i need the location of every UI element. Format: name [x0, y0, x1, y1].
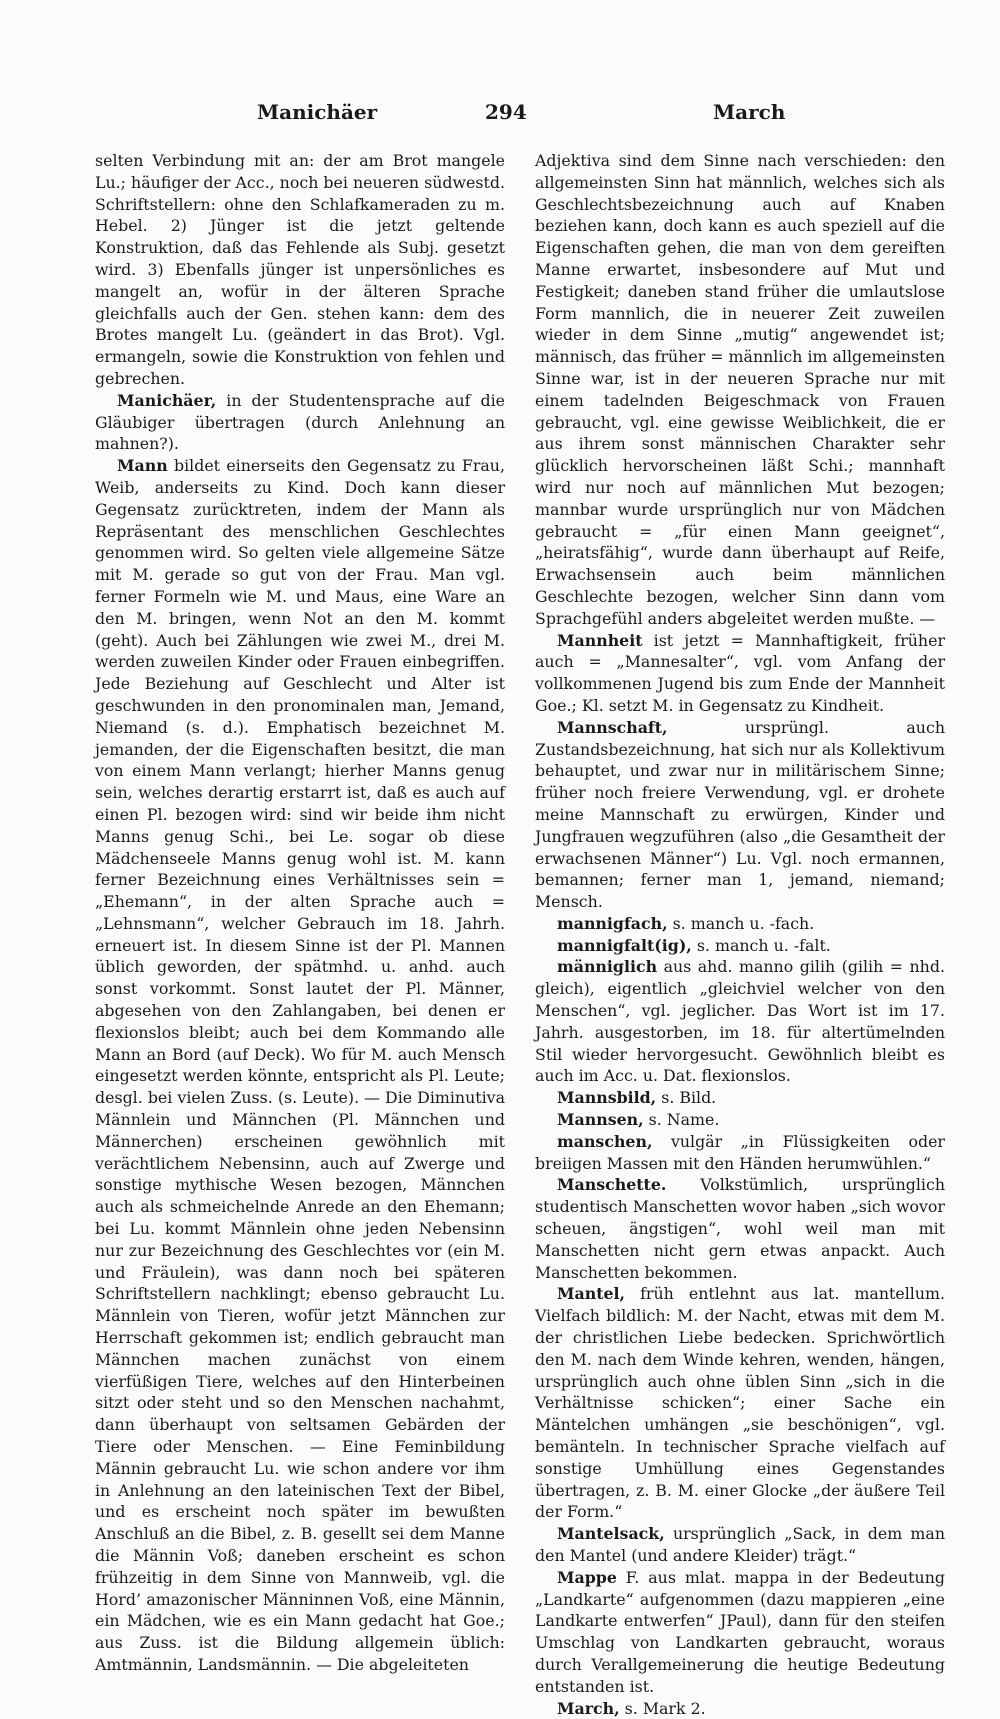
entry-headword: Mannschaft, — [557, 717, 668, 737]
entry-mannsen — [535, 1109, 945, 1131]
page-number: 294 — [485, 100, 527, 124]
entry-mannheit — [535, 630, 945, 717]
entry-mappe — [535, 1567, 945, 1698]
entry-mannigfaltig — [535, 935, 945, 957]
entry-text: vulgär „in Flüssigkeiten oder breiigen Massen mit den Händen herumwühlen.“ — [535, 1131, 945, 1173]
entry-mantel — [535, 1283, 945, 1523]
entry-maenniglich — [535, 956, 945, 1087]
entry-march — [535, 1698, 945, 1719]
entry-text: s. Mark 2. — [619, 1698, 706, 1718]
entry-headword: Mantel, — [557, 1284, 626, 1304]
entry-headword: mannigfalt(ig), — [557, 935, 692, 955]
entry-text: Adjektiva sind dem Sinne nach verschieden: den allgemeinsten Sinn hat männlich, welches sich als Geschlechtsbezeichnung auch auf Knaben beziehen kann, doch kann es auch speziell auf die Eigenschaften gehen, die man von dem gereiften Manne erwartet, insbesondere auf Mut und Festigkeit; daneben stand früher die umlautslose Form mannlich, die in neuerer Zeit zuweilen wieder in dem Sinne „mutig“ angewendet ist; männisch, das früher = männlich im allgemeinsten Sinne war, ist in der neueren Sprache nur mit einem tadelnden Beigeschmack von Frauen gebraucht, vgl. eine gewisse Weiblichkeit, die er aus ihrem sonst männischen Charakter sehr glücklich hervorscheinen läßt Schi.; mannhaft wird nur noch auf männlichen Mut bezogen; mannbar wurde ursprünglich nur von Mädchen gebraucht = „für einen Mann geeignet“, „heiratsfähig“, wurde dann überhaupt auf Reife, Erwachsensein auch beim männlichen Geschlechte bezogen, welcher Sinn dann vom Sprachgefühl anders abgeleitet werden mußte. — — [535, 151, 946, 628]
entry-manschen — [535, 1131, 945, 1175]
entry-text: bildet einerseits den Gegensatz zu Frau, Weib, anderseits zu Kind. Doch kann dieser Gegensatz zurücktreten, indem der Mann als Repräsentant des menschlichen Geschlechtes genommen wird. So gelten viele allgemeine Sätze mit M. gerade so gut von der Frau. Man vgl. ferner Formeln wie M. und Maus, eine Ware an den M. bringen, wenn Not an den M. kommt (geht). Auch bei Zählungen wie zwei M., drei M. werden zuweilen Kinder oder Frauen einbegriffen. Jede Beziehung auf Geschlecht und Alter ist geschwunden in den pronominalen man, Jemand, Niemand (s. d.). Emphatisch bezeichnet M. jemanden, der die Eigenschaften besitzt, die man von einem Mann verlangt; hierher Manns genug sein, welches derartig erstarrt ist, daß es auch auf einen Pl. bezogen wird: sind wir beide ihm nicht Manns genug Schi., bei Le. sogar ob diese Mädchenseele Manns genug wohl ist. M. kann ferner Bezeichnung eines Verhältnisses sein = „Ehemann“, in der alten Sprache auch = „Lehnsmann“, welcher Gebrauch im 18. Jahrh. erneuert ist. In diesem Sinne ist der Pl. Mannen üblich geworden, der spätmhd. u. anhd. auch sonst vorkommt. Sonst lautet der Pl. Männer, abgesehen von den Zahlangaben, bei denen er flexionslos bleibt; auch bei dem Kommando alle Mann an Bord (auf Deck). Wo für M. auch Mensch eingesetzt werden könnte, entspricht als Pl. Leute; desgl. bei vielen Zuss. (s. Leute). — Die Diminutiva Männlein und Männchen (Pl. Männchen und Männerchen) erscheinen gewöhnlich mit verächtlichem Nebensinn, auch auf Zwerge und sonstige mythische Wesen bezogen, Männchen auch als schmeichelnde Anrede an den Ehemann; bei Lu. kommt Männlein ohne jeden Nebensinn nur zur Bezeichnung des Geschlechtes vor (ein M. und Fräulein), was dann noch bei späteren Schriftstellern nachklingt; ebenso gebraucht Lu. Männlein von Tieren, wofür jetzt Männchen zur Herrschaft gekommen ist; endlich gebraucht man Männchen machen zunächst von einem vierfüßigen Tiere, welches auf den Hinterbeinen sitzt oder steht und so den Menschen nachahmt, dann überhaupt von seltsamen Gebärden der Tiere oder Menschen. — Eine Feminbildung Männin gebraucht Lu. wie schon andere vor ihm in Anlehnung an den lateinischen Text der Bibel, und es erscheint noch später im bewußten Anschluß an die Bibel, z. B. gesellt sei dem Manne die Männin Voß; daneben erscheint es schon frühzeitig in dem Sinne von Mannweib, vgl. die Hord’ amazonischer Männinnen Voß, eine Männin, ein Mädchen, wie es ein Mann gedacht hat Goe.; aus Zuss. ist die Bildung allgemein üblich: Amtmännin, Landsmännin. — Die abgeleiteten — [95, 456, 505, 1674]
entry-headword: manschen, — [557, 1131, 653, 1151]
entry-text: in der Studentensprache auf die Gläubiger übertragen (durch Anlehnung an mahnen?). — [95, 390, 505, 454]
entry-headword: Mann — [117, 456, 168, 476]
header-left-keyword: Manichäer — [257, 100, 378, 124]
entry-mantelsack — [535, 1523, 945, 1567]
entry-headword: männiglich — [557, 957, 658, 977]
entry-text: ist jetzt = Mannhaftigkeit, früher auch = „Mannesalter“, vgl. vom Anfang der vollkommenen Jugend bis zum Ende der Mannheit Goe.; Kl. setzt M. in Gegensatz zu Kindheit. — [535, 630, 945, 715]
entry-continuation — [535, 150, 945, 630]
entry-text: s. Bild. — [656, 1088, 717, 1108]
entry-text: ursprüngl. auch Zustandsbezeichnung, hat sich nur als Kollektivum behauptet, und zwar nur in militärischem Sinne; früher noch freiere Verwendung, vgl. er drohete meine Mannschaft zu erwürgen, Kinder und Jungfrauen wegzuführen (also „die Gesamtheit der erwachsenen Männer“) Lu. Vgl. noch ermannen, bemannen; ferner man 1, jemand, niemand; Mensch. — [535, 717, 945, 912]
right-column — [535, 150, 945, 1719]
entry-text: aus ahd. manno gilih (gilih = nhd. gleich), eigentlich „gleichviel welcher von den Menschen“, vgl. jeglicher. Das Wort ist im 17. Jahrh. ausgestorben, im 18. für altertümelnden Stil wieder hervorgesucht. Gewöhnlich bleibt es auch im Acc. u. Dat. flexionslos. — [535, 957, 945, 1086]
entry-mannschaft — [535, 717, 945, 913]
entry-headword: Mannheit — [557, 630, 643, 650]
entry-text: früh entlehnt aus lat. mantellum. Vielfach bildlich: M. der Nacht, etwas mit dem M. der christlichen Liebe bedecken. Sprichwörtlich den M. nach dem Winde kehren, wenden, hängen, ursprünglich auch ohne üblen Sinn „sich in die Verhältnisse schicken“; einer Sache ein Mäntelchen umhängen „sie beschönigen“, vgl. bemänteln. In technischer Sprache vielfach auf sonstige Umhüllung eines Gegenstandes übertragen, z. B. M. einer Glocke „der äußere Teil der Form.“ — [535, 1284, 945, 1522]
page-header — [115, 100, 915, 130]
entry-headword: Manichäer, — [117, 390, 217, 410]
entry-headword: Mappe — [557, 1567, 617, 1587]
entry-manschette — [535, 1174, 945, 1283]
entry-text: selten Verbindung mit an: der am Brot mangele Lu.; häufiger der Acc., noch bei neueren südwestd. Schriftstellern: ohne den Schlafkameraden zu m. Hebel. 2) Jünger ist die jetzt geltende Konstruktion, daß das Fehlende als Subj. gesetzt wird. 3) Ebenfalls jünger ist unpersönliches es mangelt an, wofür in der älteren Sprache gleichfalls auch der Gen. stehen kann: dem des Brotes mangelt Lu. (geändert in das Brot). Vgl. ermangeln, sowie die Konstruktion von fehlen und gebrechen. — [95, 151, 505, 388]
entry-headword: Mannsbild, — [557, 1088, 657, 1108]
entry-mannsbild — [535, 1087, 945, 1109]
header-right-keyword: March — [713, 100, 786, 124]
entry-headword: Manschette. — [557, 1175, 667, 1195]
entry-text: s. manch u. -falt. — [691, 935, 831, 955]
entry-headword: Mannsen, — [557, 1110, 644, 1130]
entry-mann — [95, 455, 505, 1676]
entry-text: s. manch u. -fach. — [667, 913, 815, 933]
entry-continuation — [95, 150, 505, 390]
entry-headword: Mantelsack, — [557, 1524, 665, 1544]
entry-headword: March, — [557, 1698, 620, 1718]
left-column — [95, 150, 505, 1676]
entry-text: Volkstümlich, ursprünglich studentisch Manschetten wovor haben „sich wovor scheuen, ängstigen“, wohl weil man mit Manschetten nicht gern etwas anpackt. Auch Manschetten bekommen. — [535, 1175, 945, 1282]
entry-headword: mannigfach, — [557, 913, 668, 933]
entry-text: s. Name. — [643, 1110, 720, 1130]
entry-manichaeer — [95, 390, 505, 455]
entry-text: F. aus mlat. mappa in der Bedeutung „Landkarte“ aufgenommen (dazu mappieren „eine Landkarte entwerfen“ JPaul), dann für den steifen Umschlag von Landkarten gebraucht, woraus durch Verallgemeinerung die heutige Bedeutung entstanden ist. — [535, 1567, 945, 1696]
entry-mannigfach — [535, 913, 945, 935]
entry-text: ursprünglich „Sack, in dem man den Mantel (und andere Kleider) trägt.“ — [535, 1524, 945, 1565]
